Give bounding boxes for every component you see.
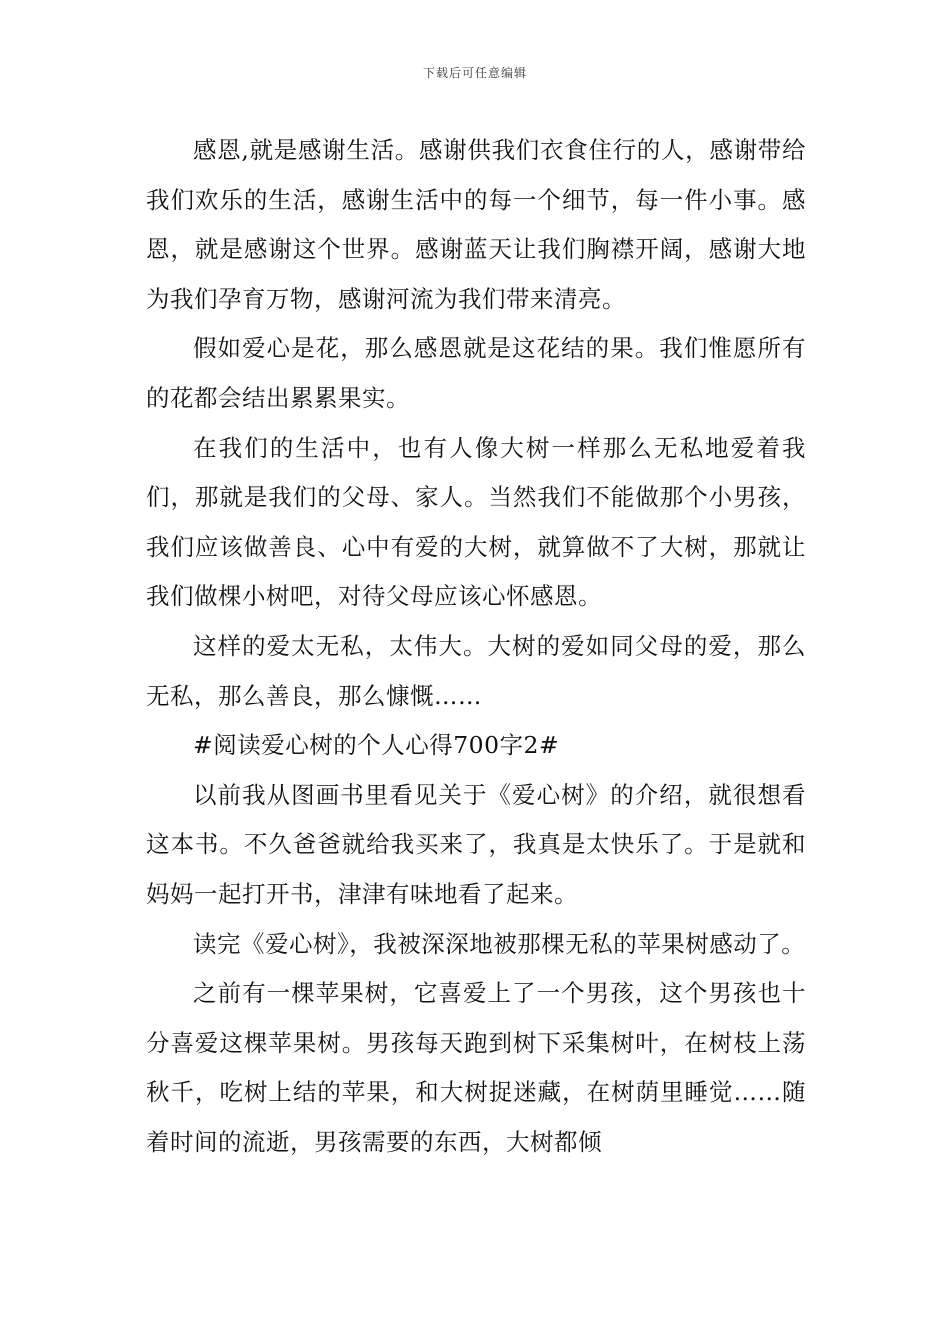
paragraph-6: 读完《爱心树》，我被深深地被那棵无私的苹果树感动了。 <box>193 929 806 958</box>
paragraph-3: 在我们的生活中，也有人像大树一样那么无私地爱着我们，那就是我们的父母、家人。当然我们不能做那个小男孩，我们应该做善良、心中有爱的大树，就算做不了大树，那就让我们做棵小树吧，对待父母应该心怀感恩。 <box>146 433 806 611</box>
page-header: 下载后可任意编辑 <box>422 66 527 80</box>
section-heading: #阅读爱心树的个人心得700字2# <box>193 731 560 760</box>
paragraph-5: 以前我从图画书里看见关于《爱心树》的介绍，就很想看这本书。不久爸爸就给我买来了，我真是太快乐了。于是就和妈妈一起打开书，津津有味地看了起来。 <box>146 780 806 908</box>
paragraph-1: 感恩,就是感谢生活。感谢供我们衣食住行的人，感谢带给我们欢乐的生活，感谢生活中的每一个细节，每一件小事。感恩，就是感谢这个世界。感谢蓝天让我们胸襟开阔，感谢大地为我们孕育万物，感谢河流为我们带来清亮。 <box>146 136 806 313</box>
paragraph-4: 这样的爱太无私，太伟大。大树的爱如同父母的爱，那么无私，那么善良，那么慷慨…… <box>146 631 806 710</box>
paragraph-2: 假如爱心是花，那么感恩就是这花结的果。我们惟愿所有的花都会结出累累果实。 <box>146 334 806 412</box>
paragraph-7: 之前有一棵苹果树，它喜爱上了一个男孩，这个男孩也十分喜爱这棵苹果树。男孩每天跑到树下采集树叶，在树枝上荡秋千，吃树上结的苹果，和大树捉迷藏，在树荫里睡觉……随着时间的流逝，男孩需要的东西，大树都倾 <box>146 979 806 1156</box>
document-body <box>146 126 806 1167</box>
